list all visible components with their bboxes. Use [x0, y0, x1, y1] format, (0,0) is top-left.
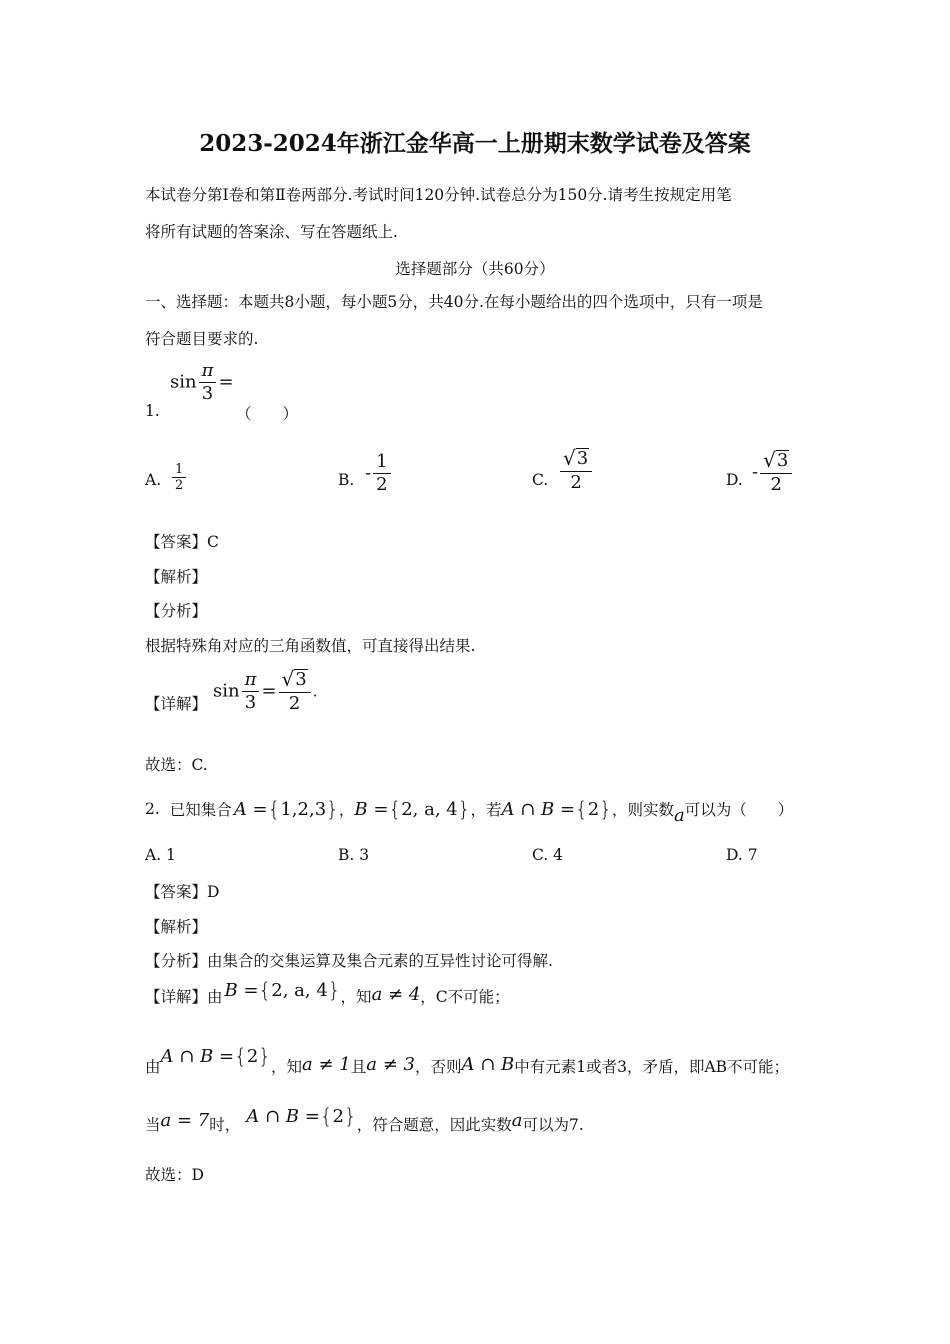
q2-line2-text-2: 且 [350, 1058, 367, 1076]
q1-detail-end: . [312, 682, 318, 701]
q2-detail-b-lhs: B = [224, 979, 259, 1001]
q2-detail-text-1: ，知 [340, 988, 372, 1006]
q2-line2-intersection-value: 2 [246, 1045, 259, 1067]
q2-line3-intersection: A ∩ B = [246, 1105, 320, 1127]
q1-b-den: 2 [376, 474, 388, 495]
q2-option-d: D. 7 [726, 846, 758, 864]
q1-a-den: 2 [175, 478, 184, 493]
q1-answer: 【答案】C [145, 533, 219, 551]
q2-detail-b-set: 2, a, 4 [271, 979, 328, 1001]
q1-detail-rden: 2 [288, 693, 301, 714]
q2-line2-cond-2: a ≠ 3 [366, 1053, 415, 1075]
q2-set-b-lhs: B = [354, 798, 389, 820]
intro-line-1: 本试卷分第Ⅰ卷和第Ⅱ卷两部分.考试时间120分钟.试卷总分为150分.请考生按规定用笔 [145, 186, 732, 204]
q2-detail-line-3: 当 a = 7 时， A ∩ B = { 2 } ，符合题意，因此实数 a 可以为7. [145, 1104, 584, 1134]
q1-option-d-label: D. [726, 471, 743, 489]
q1-den: 3 [201, 383, 214, 404]
q1-b-num: 1 [373, 451, 390, 474]
q1-expression [170, 360, 234, 405]
section-desc-line-2: 符合题目要求的. [145, 330, 259, 348]
q2-option-a: A. 1 [145, 846, 176, 864]
q2-stem-text-2: ，若 [470, 801, 502, 819]
q2-set-b: 2, a, 4 [401, 798, 458, 820]
q1-num: π [199, 360, 217, 383]
q1-detail-expression: sin $\frac{\pi}{3}$ = √ 3 2 . [213, 667, 318, 714]
q2-line3-cond: a = 7 [160, 1109, 210, 1131]
q1-option-b-value [365, 451, 393, 496]
q2-stem-text-3: ，则实数 [611, 801, 674, 819]
q1-a-num: 1 [172, 462, 186, 478]
q2-line2-pre: 由 [145, 1058, 161, 1076]
q2-line2-text-1: ，知 [271, 1058, 303, 1076]
q1-option-b-label: B. [338, 471, 355, 489]
q1-option-a-value [170, 462, 188, 493]
q2-line3-var: a [511, 1109, 523, 1131]
q2-conclusion: 故选：D [145, 1166, 204, 1184]
q1-number: 1. [145, 402, 160, 420]
page-title: 2023-2024年浙江金华高一上册期末数学试卷及答案 [199, 130, 751, 157]
q1-conclusion: 故选：C. [145, 756, 208, 774]
q1-option-d-value: - √ 3 2 [752, 449, 794, 496]
q1-d-sign: - [752, 461, 759, 483]
q2-answer: 【答案】D [145, 883, 220, 901]
q1-c-root: 3 [576, 448, 589, 469]
q2-line3-text-2: ，符合题意，因此实数 [356, 1116, 512, 1134]
q2-comma: ， [338, 801, 355, 819]
q1-option-c-value: √ 3 2 [558, 447, 594, 494]
q1-d-den: 2 [770, 474, 782, 495]
q1-analysis: 根据特殊角对应的三角函数值，可直接得出结果. [145, 637, 476, 655]
q1-detail-label: 【详解】 [145, 695, 208, 713]
q1-func: sin [170, 371, 197, 393]
q1-blank: （ ） [236, 405, 299, 423]
q2-stem: 2. 已知集合 A = { 1,2,3 } ， B = { 2, a, 4 } ，若 A ∩ B = { 2 } ，则实数 a 可以为（ ） [145, 797, 794, 826]
q1-detail-den: 3 [244, 692, 257, 713]
q2-line3-text-3: 可以为7. [522, 1116, 584, 1134]
q1-c-den: 2 [570, 472, 582, 493]
q2-number: 2. [145, 800, 160, 818]
q2-fenxi: 【分析】由集合的交集运算及集合元素的互异性讨论可得解. [145, 952, 553, 970]
q2-intersection-value: 2 [587, 798, 600, 820]
q2-var: a [673, 804, 685, 826]
q2-line2-text-3: ，否则 [414, 1058, 462, 1076]
q1-detail-eq: = [261, 680, 277, 702]
q2-set-a: 1,2,3 [280, 798, 327, 820]
q1-option-c-label: C. [532, 471, 549, 489]
q1-fenxi: 【分析】 [145, 602, 208, 620]
section-header: 选择题部分（共60分） [395, 260, 555, 278]
q2-line3-text-1: 时， [209, 1116, 241, 1134]
q2-line2-cond-1: a ≠ 1 [302, 1053, 351, 1075]
q1-option-a-label: A. [145, 471, 162, 489]
q2-line2-text-4: 中有元素1或者3，矛盾，即AB不可能； [514, 1058, 790, 1076]
q2-jiexi: 【解析】 [145, 918, 208, 936]
q2-detail-line-1: 【详解】由 B = { 2, a, 4 } ，知 a ≠ 4 ，C不可能； [145, 978, 510, 1006]
q2-line3-intersection-value: 2 [332, 1105, 344, 1127]
q2-detail-label: 【详解】由 [145, 988, 223, 1006]
q2-detail-text-2: ，C不可能； [420, 988, 510, 1006]
q1-detail-func: sin [213, 680, 240, 702]
q2-line3-pre: 当 [145, 1116, 161, 1134]
q2-set-a-lhs: A = [233, 798, 268, 820]
q2-detail-cond-1: a ≠ 4 [371, 983, 421, 1005]
q1-d-root: 3 [776, 450, 789, 471]
q2-detail-line-2: 由 A ∩ B = { 2 } ，知 a ≠ 1 且 a ≠ 3 ，否则 A ∩ B 中有元素1或者3，矛盾，即AB不可能； [145, 1044, 790, 1076]
q2-option-b: B. 3 [338, 846, 370, 864]
q1-b-sign: - [365, 462, 372, 484]
q2-option-c: C. 4 [532, 846, 564, 864]
q2-stem-text-1: 已知集合 [169, 801, 232, 819]
intro-line-2: 将所有试题的答案涂、写在答题纸上. [145, 223, 398, 241]
section-desc-line-1: 一、选择题：本题共8小题，每小题5分，共40分.在每小题给出的四个选项中，只有一项是 [145, 293, 763, 311]
q2-line2-ab: A ∩ B [461, 1053, 515, 1075]
q1-jiexi: 【解析】 [145, 568, 208, 586]
q2-intersection: A ∩ B = [501, 798, 576, 820]
q2-line2-intersection: A ∩ B = [160, 1045, 235, 1067]
q1-eq: = [218, 371, 234, 393]
q2-stem-text-4: 可以为（ ） [684, 801, 794, 819]
q1-detail-root: 3 [295, 669, 307, 690]
q1-detail-num: π [242, 669, 260, 692]
